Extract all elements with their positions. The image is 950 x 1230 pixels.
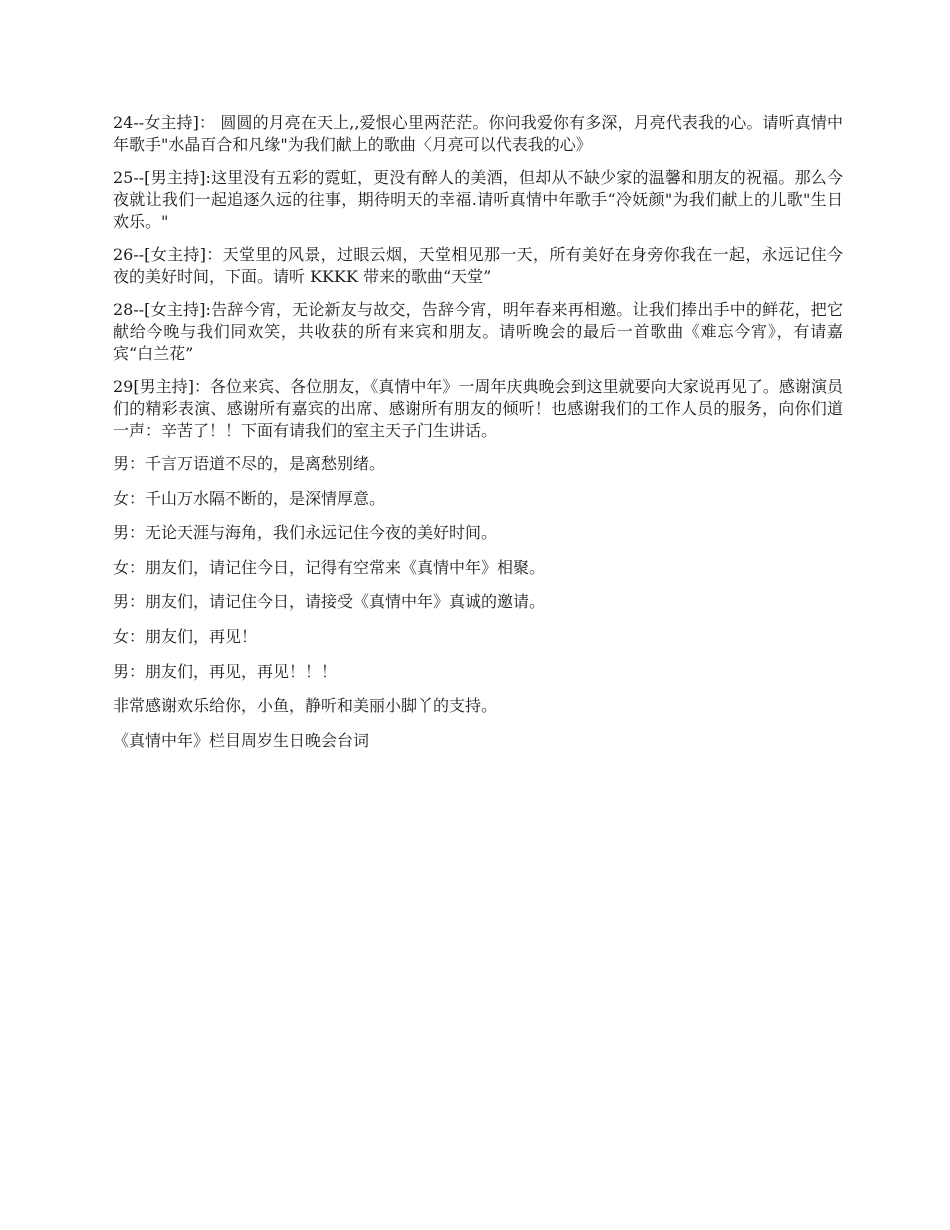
dialogue-line-female-1: 女：千山万水隔不断的，是深情厚意。: [113, 488, 386, 508]
document-footer-title: 《真情中年》栏目周岁生日晚会台词: [113, 730, 370, 750]
dialogue-line-female-2: 女：朋友们，请记住今日，记得有空常来《真情中年》相聚。: [113, 557, 546, 577]
acknowledgement-line: 非常感谢欢乐给你，小鱼，静听和美丽小脚丫的支持。: [113, 696, 498, 716]
document-page: [113, 112, 843, 764]
script-paragraph-25: 25--[男主持]:这里没有五彩的霓虹，更没有醉人的美酒，但却从不缺少家的温馨和朋友的祝福。那么今夜就让我们一起追逐久远的往事，期待明天的幸福.请听真情中年歌手“冷妩颜"为我们献上的儿歌"生日欢乐。": [113, 168, 843, 231]
script-paragraph-28: 28--[女主持]:告辞今宵，无论新友与故交，告辞今宵，明年春来再相邀。让我们捧出手中的鲜花，把它献给今晚与我们同欢笑，共收获的所有来宾和朋友。请听晚会的最后一首歌曲《难忘今宵》，有请嘉宾“白兰花”: [113, 300, 843, 363]
dialogue-line-female-3: 女：朋友们，再见！: [113, 626, 258, 646]
dialogue-line-male-1: 男：千言万语道不尽的，是离愁别绪。: [113, 454, 386, 473]
dialogue-line-male-3: 男：朋友们，请记住今日，请接受《真情中年》真诚的邀请。: [113, 592, 546, 612]
script-paragraph-26: 26--[女主持]：天堂里的风景，过眼云烟，天堂相见那一天，所有美好在身旁你我在一起，永远记住今夜的美好时间，下面。请听 KKKK 带来的歌曲“天堂”: [113, 245, 843, 286]
dialogue-line-male-4: 男：朋友们，再见，再见！！！: [113, 661, 338, 681]
script-paragraph-24: 24--女主持]： 圆圆的月亮在天上,,爱恨心里两茫茫。你问我爱你有多深，月亮代表我的心。请听真情中年歌手"水晶百合和凡缘"为我们献上的歌曲〈月亮可以代表我的心》: [113, 113, 843, 154]
dialogue-line-male-2: 男：无论天涯与海角，我们永远记住今夜的美好时间。: [113, 523, 498, 543]
script-paragraph-29: 29[男主持]：各位来宾、各位朋友，《真情中年》一周年庆典晚会到这里就要向大家说再见了。感谢演员们的精彩表演、感谢所有嘉宾的出席、感谢所有朋友的倾听！也感谢我们的工作人员的服务，向你们道一声：辛苦了！！下面有请我们的室主天子门生讲话。: [113, 377, 843, 440]
